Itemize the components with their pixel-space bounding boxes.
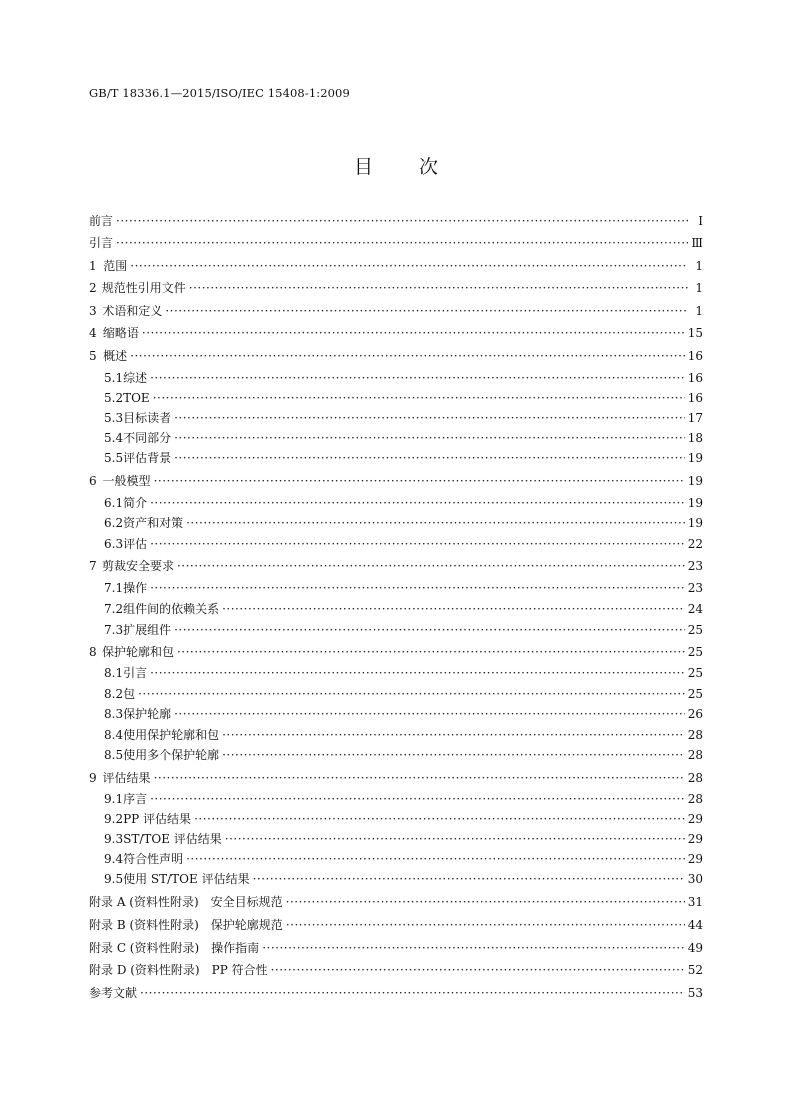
toc-leader-dots [174,431,685,445]
toc-entry-label: 资产和对策 [123,516,184,530]
toc-entry-page: 31 [687,895,703,909]
toc-entry[interactable] [89,895,703,909]
toc-leader-dots [153,391,685,405]
toc-leader-dots [194,812,685,826]
toc-entry-page: 19 [687,496,703,510]
toc-entry-number: 8.5 [104,748,124,762]
toc-leader-dots [154,474,685,488]
toc-entry-number: 9.1 [104,792,124,806]
toc-leader-dots [150,666,685,680]
toc-leader-dots [154,771,685,785]
toc-entry-label: 使用多个保护轮廓 [123,748,220,762]
toc-entry-page: Ⅰ [698,214,703,228]
toc-entry-number: 8.4 [104,728,124,742]
toc-entry[interactable] [89,812,703,826]
toc-entry-label: 前言 [89,214,114,228]
toc-entry-page: 16 [687,391,703,405]
toc-leader-dots [222,728,685,742]
toc-leader-dots [225,832,685,846]
toc-entry-label: 缩略语 [102,326,139,340]
toc-entry[interactable] [89,707,703,721]
toc-entry-label: 附录 D (资料性附录) PP 符合性 [89,963,268,977]
toc-entry-number: 5 [89,349,97,363]
toc-leader-dots [253,872,685,886]
page-title-char-2: 次 [419,156,439,178]
toc-entry-page: 53 [687,986,703,1000]
toc-entry-label: 组件间的依赖关系 [123,602,220,616]
toc-entry-page: 1 [695,304,703,318]
toc-entry[interactable] [89,687,703,701]
toc-entry-page: 17 [687,411,703,425]
toc-entry-number: 2 [89,281,97,295]
toc-entry-number: 5.5 [104,451,124,465]
toc-leader-dots [150,581,685,595]
toc-entry-page: 16 [687,371,703,385]
toc-entry-number: 7 [89,559,97,573]
toc-entry-label: 规范性引用文件 [101,281,186,295]
toc-entry[interactable] [89,516,703,530]
toc-entry-label: 附录 B (资料性附录) 保护轮廓规范 [89,918,283,932]
toc-entry-page: 25 [687,687,703,701]
toc-entry-page: 26 [687,707,703,721]
toc-entry[interactable] [89,602,703,616]
toc-leader-dots [150,371,685,385]
toc-entry-page: 28 [687,771,703,785]
toc-entry-label: 概述 [103,349,128,363]
toc-entry-page: 44 [687,918,703,932]
toc-entry-label: 简介 [123,496,148,510]
toc-entry-number: 7.3 [104,623,124,637]
toc-entry-number: 9.4 [104,852,124,866]
toc-entry-page: 49 [687,941,703,955]
toc-leader-dots [150,537,685,551]
toc-leader-dots [271,963,685,977]
toc-entry-number: 5.1 [104,371,124,385]
toc-leader-dots [286,895,685,909]
toc-leader-dots [177,645,685,659]
toc-entry-label: 附录 A (资料性附录) 安全目标规范 [89,895,283,909]
toc-entry-page: 22 [687,537,703,551]
toc-entry-number: 9.2 [104,812,124,826]
toc-leader-dots [174,623,685,637]
toc-leader-dots [177,559,685,573]
toc-entry[interactable] [89,918,703,932]
toc-entry-label: ST/TOE 评估结果 [123,832,222,846]
toc-entry-label: 保护轮廓和包 [101,645,174,659]
toc-entry-number: 6.1 [104,496,124,510]
toc-entry[interactable] [89,391,703,405]
toc-entry[interactable] [89,728,703,742]
toc-entry-label: 一般模型 [102,474,151,488]
toc-entry[interactable] [89,771,703,785]
toc-leader-dots [174,411,685,425]
toc-entry-label: 序言 [123,792,148,806]
toc-entry[interactable] [89,941,703,955]
toc-entry[interactable] [89,963,703,977]
toc-entry-page: 29 [687,812,703,826]
toc-entry-number: 6 [89,474,97,488]
toc-entry-page: 23 [687,559,703,573]
toc-entry-page: 25 [687,623,703,637]
toc-entry-page: 28 [687,748,703,762]
page-title [0,152,792,179]
toc-entry-label: 不同部分 [123,431,172,445]
toc-entry[interactable] [89,304,703,318]
toc-entry[interactable] [89,792,703,806]
toc-entry[interactable] [89,872,703,886]
toc-entry[interactable] [89,581,703,595]
toc-entry-page: 1 [695,259,703,273]
toc-entry[interactable] [89,326,703,340]
toc-entry-number: 8.3 [104,707,124,721]
toc-leader-dots [150,792,685,806]
toc-entry-label: 范围 [103,259,128,273]
toc-entry-label: 使用 ST/TOE 评估结果 [123,872,250,886]
toc-entry-number: 5.4 [104,431,124,445]
toc-leader-dots [174,451,685,465]
toc-entry[interactable] [89,431,703,445]
toc-entry-page: 29 [687,832,703,846]
toc-entry-number: 8.1 [104,666,124,680]
toc-entry-label: 综述 [123,371,148,385]
toc-entry-page: 29 [687,852,703,866]
toc-entry-label: 保护轮廓 [123,707,172,721]
toc-entry-label: 剪裁安全要求 [101,559,174,573]
toc-entry-label: 目标读者 [123,411,172,425]
toc-entry[interactable] [89,236,703,250]
toc-leader-dots [130,259,688,273]
toc-entry[interactable] [89,451,703,465]
toc-entry[interactable] [89,259,703,273]
toc-leader-dots [150,496,685,510]
toc-entry-page: 28 [687,728,703,742]
toc-entry-label: 评估 [123,537,148,551]
toc-entry[interactable] [89,986,703,1000]
toc-entry-number: 5.3 [104,411,124,425]
toc-entry-page: Ⅲ [691,236,703,250]
toc-entry-number: 5.2 [104,391,124,405]
toc-entry[interactable] [89,623,703,637]
toc-leader-dots [116,214,688,228]
toc-entry[interactable] [89,349,703,363]
toc-entry-page: 25 [687,645,703,659]
toc-leader-dots [165,304,688,318]
toc-leader-dots [142,326,685,340]
toc-entry-number: 8.2 [104,687,124,701]
toc-entry[interactable] [89,666,703,680]
toc-entry-label: 附录 C (资料性附录) 操作指南 [89,941,260,955]
toc-leader-dots [286,918,685,932]
toc-entry-label: 操作 [123,581,148,595]
toc-entry-page: 19 [687,474,703,488]
toc-entry-label: 引言 [89,236,114,250]
toc-entry[interactable] [89,496,703,510]
toc-leader-dots [138,687,685,701]
page-title-char-1: 目 [353,156,373,178]
toc-entry-label: 包 [123,687,136,701]
toc-leader-dots [222,602,685,616]
toc-entry-number: 9.5 [104,872,124,886]
toc-leader-dots [186,852,685,866]
toc-entry-number: 1 [89,259,97,273]
toc-entry-page: 25 [687,666,703,680]
toc-entry-number: 9.3 [104,832,124,846]
toc-entry-page: 15 [687,326,703,340]
toc-entry[interactable] [89,852,703,866]
toc-entry[interactable] [89,281,703,295]
toc-entry-number: 3 [89,304,97,318]
toc-entry-page: 16 [687,349,703,363]
toc-leader-dots [116,236,688,250]
toc-entry-page: 28 [687,792,703,806]
toc-entry-page: 18 [687,431,703,445]
toc-entry[interactable] [89,748,703,762]
toc-entry-number: 8 [89,645,97,659]
toc-entry-label: 参考文献 [89,986,138,1000]
toc-entry-label: 评估背景 [123,451,172,465]
toc-leader-dots [262,941,685,955]
toc-entry-page: 24 [687,602,703,616]
toc-entry-number: 4 [89,326,97,340]
toc-entry[interactable] [89,645,703,659]
toc-entry-label: 术语和定义 [102,304,163,318]
toc-entry-page: 30 [687,872,703,886]
toc-entry[interactable] [89,559,703,573]
toc-entry[interactable] [89,537,703,551]
toc-entry-page: 52 [687,963,703,977]
toc-entry-label: 扩展组件 [123,623,172,637]
toc-entry-label: 评估结果 [102,771,151,785]
toc-entry-number: 6.3 [104,537,124,551]
toc-leader-dots [174,707,685,721]
toc-entry-number: 7.1 [104,581,124,595]
toc-entry[interactable] [89,411,703,425]
toc-entry-label: 引言 [123,666,148,680]
toc-entry-page: 19 [687,516,703,530]
document-header: GB/T 18336.1—2015/ISO/IEC 15408-1:2009 [89,86,350,100]
toc-entry-page: 19 [687,451,703,465]
toc-entry-label: 使用保护轮廓和包 [123,728,220,742]
toc-entry-label: TOE [123,391,150,405]
toc-entry-label: 符合性声明 [123,852,184,866]
toc-entry[interactable] [89,214,703,228]
toc-entry-label: PP 评估结果 [123,812,192,826]
toc-leader-dots [186,516,685,530]
toc-entry-page: 1 [695,281,703,295]
toc-entry[interactable] [89,371,703,385]
toc-leader-dots [222,748,685,762]
toc-leader-dots [140,986,685,1000]
toc-entry[interactable] [89,474,703,488]
toc-entry[interactable] [89,832,703,846]
toc-entry-number: 6.2 [104,516,124,530]
toc-leader-dots [189,281,688,295]
toc-entry-number: 9 [89,771,97,785]
toc-leader-dots [130,349,685,363]
toc-entry-number: 7.2 [104,602,124,616]
toc-entry-page: 23 [687,581,703,595]
